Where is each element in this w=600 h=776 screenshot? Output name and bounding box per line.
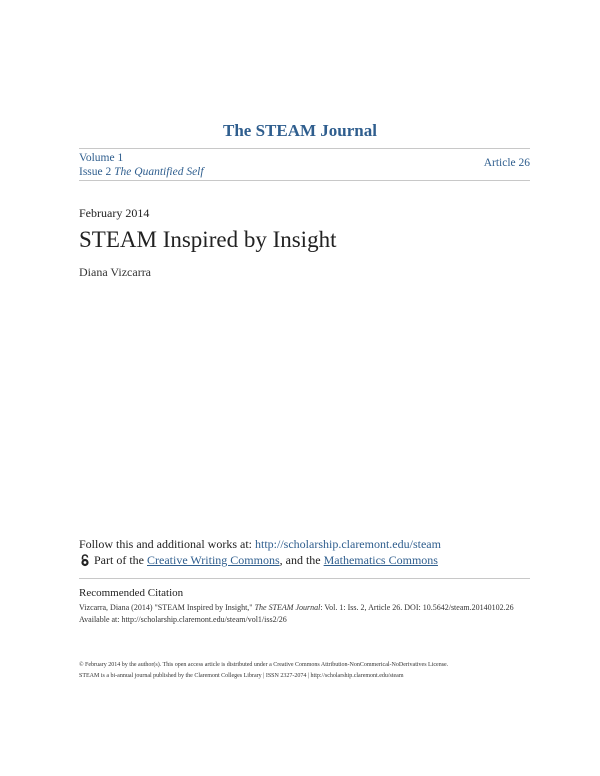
part-of-line [79,553,438,568]
issue-line[interactable] [79,165,204,179]
article-number-link[interactable]: Article 26 [483,157,530,169]
follow-prefix: Follow this and additional works at: [79,537,255,551]
article-title: STEAM Inspired by Insight [79,227,337,252]
journal-title[interactable]: The STEAM Journal [223,121,377,140]
author-name: Diana Vizcarra [79,265,152,279]
open-access-icon [79,554,91,567]
volume-link[interactable]: Volume 1 [79,152,124,164]
mathematics-commons-link[interactable]: Mathematics Commons [323,553,438,567]
partof-prefix: Part of the [94,553,147,567]
issue-info [79,151,204,179]
license-text: © February 2014 by the author(s). This open access article is distributed under a Creative Commons Attribution-NonCommerical-NoDerivatives License. [79,662,449,668]
follow-url-link[interactable]: http://scholarship.claremont.edu/steam [255,537,441,551]
header-top-rule [79,148,530,149]
header-bottom-rule [79,180,530,181]
publisher-text: STEAM is a bi-annual journal published by the Claremont Colleges Library | ISSN 2327-2074 | http://scholarship.claremont.edu/steam [79,673,404,679]
issue-label: Issue 2 [79,166,112,178]
publication-date: February 2014 [79,206,150,220]
recommended-citation-heading: Recommended Citation [79,587,184,599]
citation-rule [79,578,530,579]
partof-middle: , and the [279,553,324,567]
follow-line [79,537,441,552]
citation-post: : Vol. 1: Iss. 2, Article 26. DOI: 10.5642/steam.20140102.26 [320,603,514,612]
citation-available: Available at: http://scholarship.claremont.edu/steam/vol1/iss2/26 [79,615,287,624]
citation-pre: Vizcarra, Diana (2014) "STEAM Inspired by Insight," [79,603,255,612]
issue-title: The Quantified Self [114,166,204,178]
creative-writing-commons-link[interactable]: Creative Writing Commons [147,553,280,567]
citation-journal: The STEAM Journal [254,603,321,612]
footer [79,660,529,682]
citation-text [79,602,519,626]
